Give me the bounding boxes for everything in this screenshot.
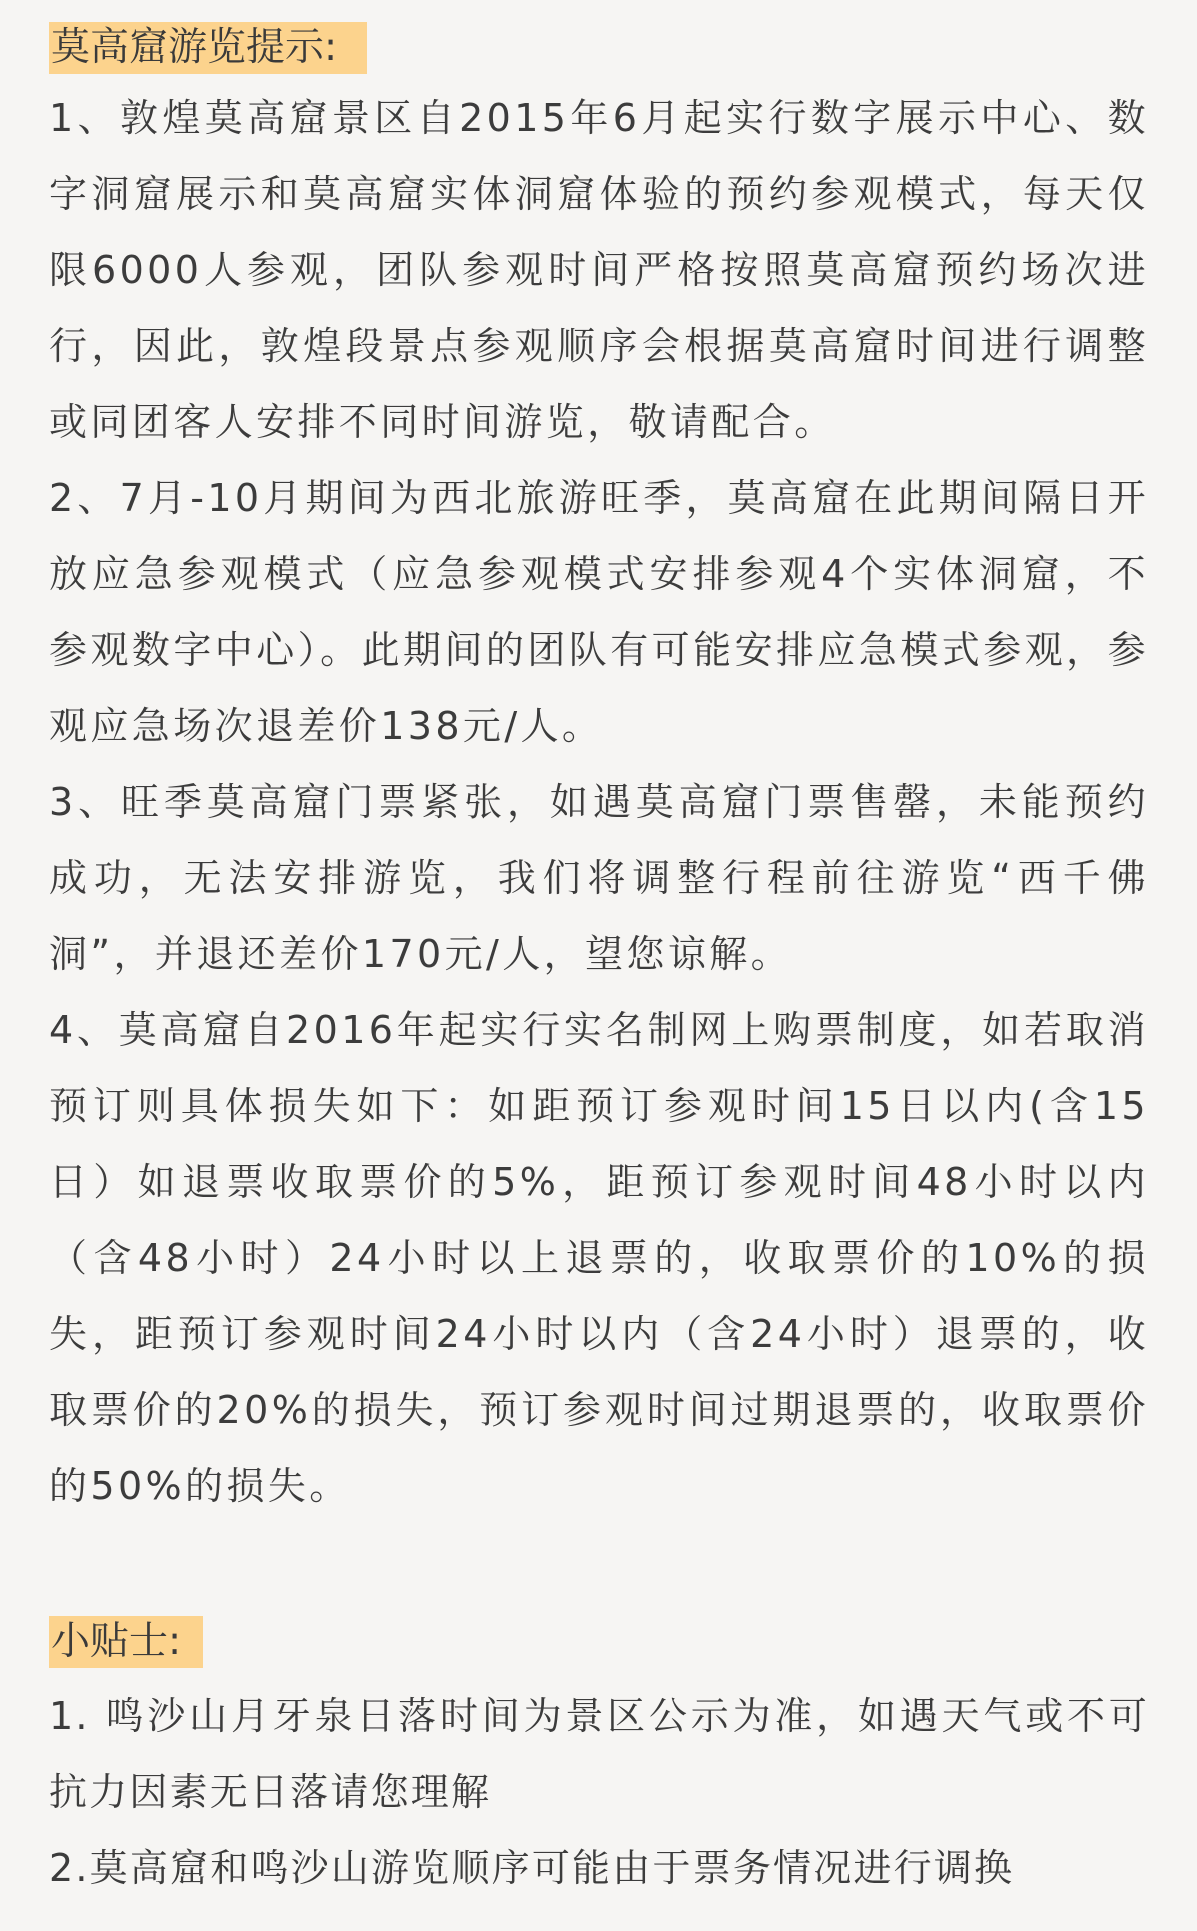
small-tip-1: 1. 鸣沙山月牙泉日落时间为景区公示为准，如遇天气或不可抗力因素无日落请您理解: [49, 1694, 1150, 1814]
mogao-tip-1: 1、敦煌莫高窟景区自2015年6月起实行数字展示中心、数字洞窟展示和莫高窟实体洞窟体验的预约参观模式，每天仅限6000人参观，团队参观时间严格按照莫高窟预约场次进行，因此，敦煌段景点参观顺序会根据莫高窟时间进行调整或同团客人安排不同时间游览，敬请配合。: [49, 96, 1149, 444]
notice-page: [49, 22, 1149, 1906]
mogao-tip-4: 4、莫高窟自2016年起实行实名制网上购票制度，如若取消预订则具体损失如下：如距预订参观时间15日以内(含15日）如退票收取票价的5%，距预订参观时间48小时以内（含48小时）24小时以上退票的，收取票价的10%的损失，距预订参观时间24小时以内（含24小时）退票的，收取票价的20%的损失，预订参观时间过期退票的，收取票价的50%的损失。: [49, 1008, 1149, 1508]
mogao-visit-tips-section: [49, 22, 1149, 1524]
small-tip-2: 2.莫高窟和鸣沙山游览顺序可能由于票务情况进行调换: [49, 1846, 1015, 1890]
mogao-tip-3: 3、旺季莫高窟门票紧张，如遇莫高窟门票售罄，未能预约成功，无法安排游览，我们将调整行程前往游览“西千佛洞”，并退还差价170元/人，望您谅解。: [49, 780, 1149, 976]
small-tips-heading: 小贴士:: [49, 1616, 203, 1668]
mogao-tip-2: 2、7月-10月期间为西北旅游旺季，莫高窟在此期间隔日开放应急参观模式（应急参观模式安排参观4个实体洞窟，不参观数字中心）。此期间的团队有可能安排应急模式参观，参观应急场次退差价138元/人。: [49, 476, 1149, 748]
small-tips-section: [49, 1616, 1149, 1906]
mogao-tips-heading: 莫高窟游览提示:: [49, 22, 367, 74]
section-spacer: [49, 1524, 1149, 1616]
